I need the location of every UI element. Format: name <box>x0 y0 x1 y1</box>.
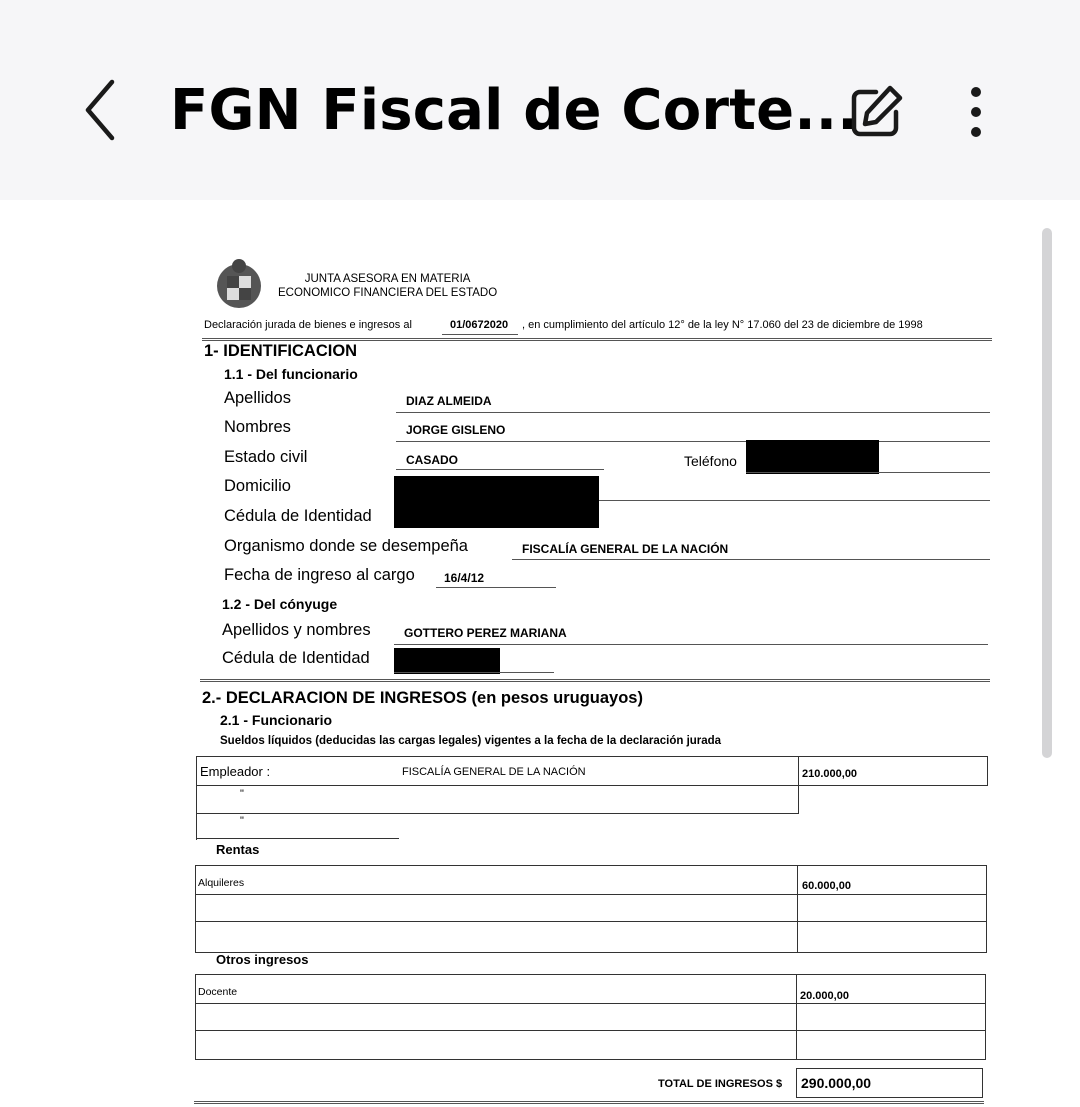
chevron-left-icon <box>72 76 132 144</box>
fecha-ingreso-value: 16/4/12 <box>444 571 485 585</box>
conyuge-nombres-value: GOTTERO PEREZ MARIANA <box>404 626 567 640</box>
total-label: TOTAL DE INGRESOS $ <box>658 1078 783 1090</box>
document-page <box>190 248 1000 1107</box>
telefono-redacted <box>746 440 879 474</box>
sueldos-title: Sueldos líquidos (deducidas las cargas legales) vigentes a la fecha de la declaración jurada <box>220 735 722 747</box>
scrollbar[interactable] <box>1042 228 1052 758</box>
app-bar <box>0 0 1080 200</box>
conyuge-title: 1.2 - Del cónyuge <box>222 596 338 612</box>
empleador-value: FISCALÍA GENERAL DE LA NACIÓN <box>402 766 586 778</box>
cedula-label: Cédula de Identidad <box>224 507 372 525</box>
apellidos-label: Apellidos <box>224 389 291 407</box>
domicilio-label: Domicilio <box>224 477 291 495</box>
section-identificacion-title: 1- IDENTIFICACION <box>204 342 358 360</box>
declaration-date: 01/0672020 <box>450 319 509 331</box>
total-amount: 290.000,00 <box>801 1075 872 1091</box>
header-line-2: ECONOMICO FINANCIERA DEL ESTADO <box>278 287 498 299</box>
ditto-1: " <box>240 788 244 800</box>
declaration-prefix: Declaración jurada de bienes e ingresos al <box>204 319 412 331</box>
conyuge-cedula-redacted <box>394 648 500 674</box>
estado-civil-value: CASADO <box>406 453 459 467</box>
edit-button[interactable] <box>846 82 906 142</box>
domicilio-cedula-redacted <box>394 476 599 528</box>
more-vertical-icon <box>958 80 994 144</box>
fecha-ingreso-label: Fecha de ingreso al cargo <box>224 566 415 584</box>
rentas-item: Alquileres <box>198 877 245 889</box>
header-line-1: JUNTA ASESORA EN MATERIA <box>304 273 471 285</box>
more-options-button[interactable] <box>958 80 994 144</box>
estado-civil-label: Estado civil <box>224 448 308 466</box>
rentas-title: Rentas <box>216 842 260 857</box>
conyuge-nombres-label: Apellidos y nombres <box>222 621 371 639</box>
rentas-table <box>195 865 987 953</box>
empleador-amount: 210.000,00 <box>802 768 858 780</box>
conyuge-cedula-label: Cédula de Identidad <box>222 649 370 667</box>
telefono-label: Teléfono <box>684 453 737 469</box>
organismo-value: FISCALÍA GENERAL DE LA NACIÓN <box>522 542 729 556</box>
sueldos-row <box>196 756 988 786</box>
nombres-value: JORGE GISLENO <box>406 423 506 437</box>
organismo-label: Organismo donde se desempeña <box>224 537 468 555</box>
apellidos-value: DIAZ ALMEIDA <box>406 394 492 408</box>
doc-header <box>278 272 497 300</box>
otros-ingresos-table <box>195 974 986 1060</box>
back-button[interactable] <box>72 76 132 144</box>
coat-of-arms-icon <box>214 256 264 310</box>
ingresos-funcionario-title: 2.1 - Funcionario <box>220 712 333 728</box>
edit-icon <box>846 82 906 142</box>
ditto-2: " <box>240 815 244 827</box>
otros-amount: 20.000,00 <box>800 990 849 1002</box>
declaration-suffix: , en cumplimiento del artículo 12° de la ley N° 17.060 del 23 de diciembre de 1998 <box>522 319 923 331</box>
empleador-label: Empleador : <box>200 764 271 779</box>
funcionario-title: 1.1 - Del funcionario <box>224 366 358 382</box>
page-title: FGN Fiscal de Corte... <box>170 78 859 143</box>
nombres-label: Nombres <box>224 418 291 436</box>
otros-ingresos-title: Otros ingresos <box>216 952 309 967</box>
otros-item: Docente <box>198 986 238 998</box>
rentas-amount: 60.000,00 <box>802 880 851 892</box>
section-ingresos-title: 2.- DECLARACION DE INGRESOS (en pesos uruguayos) <box>202 689 643 707</box>
